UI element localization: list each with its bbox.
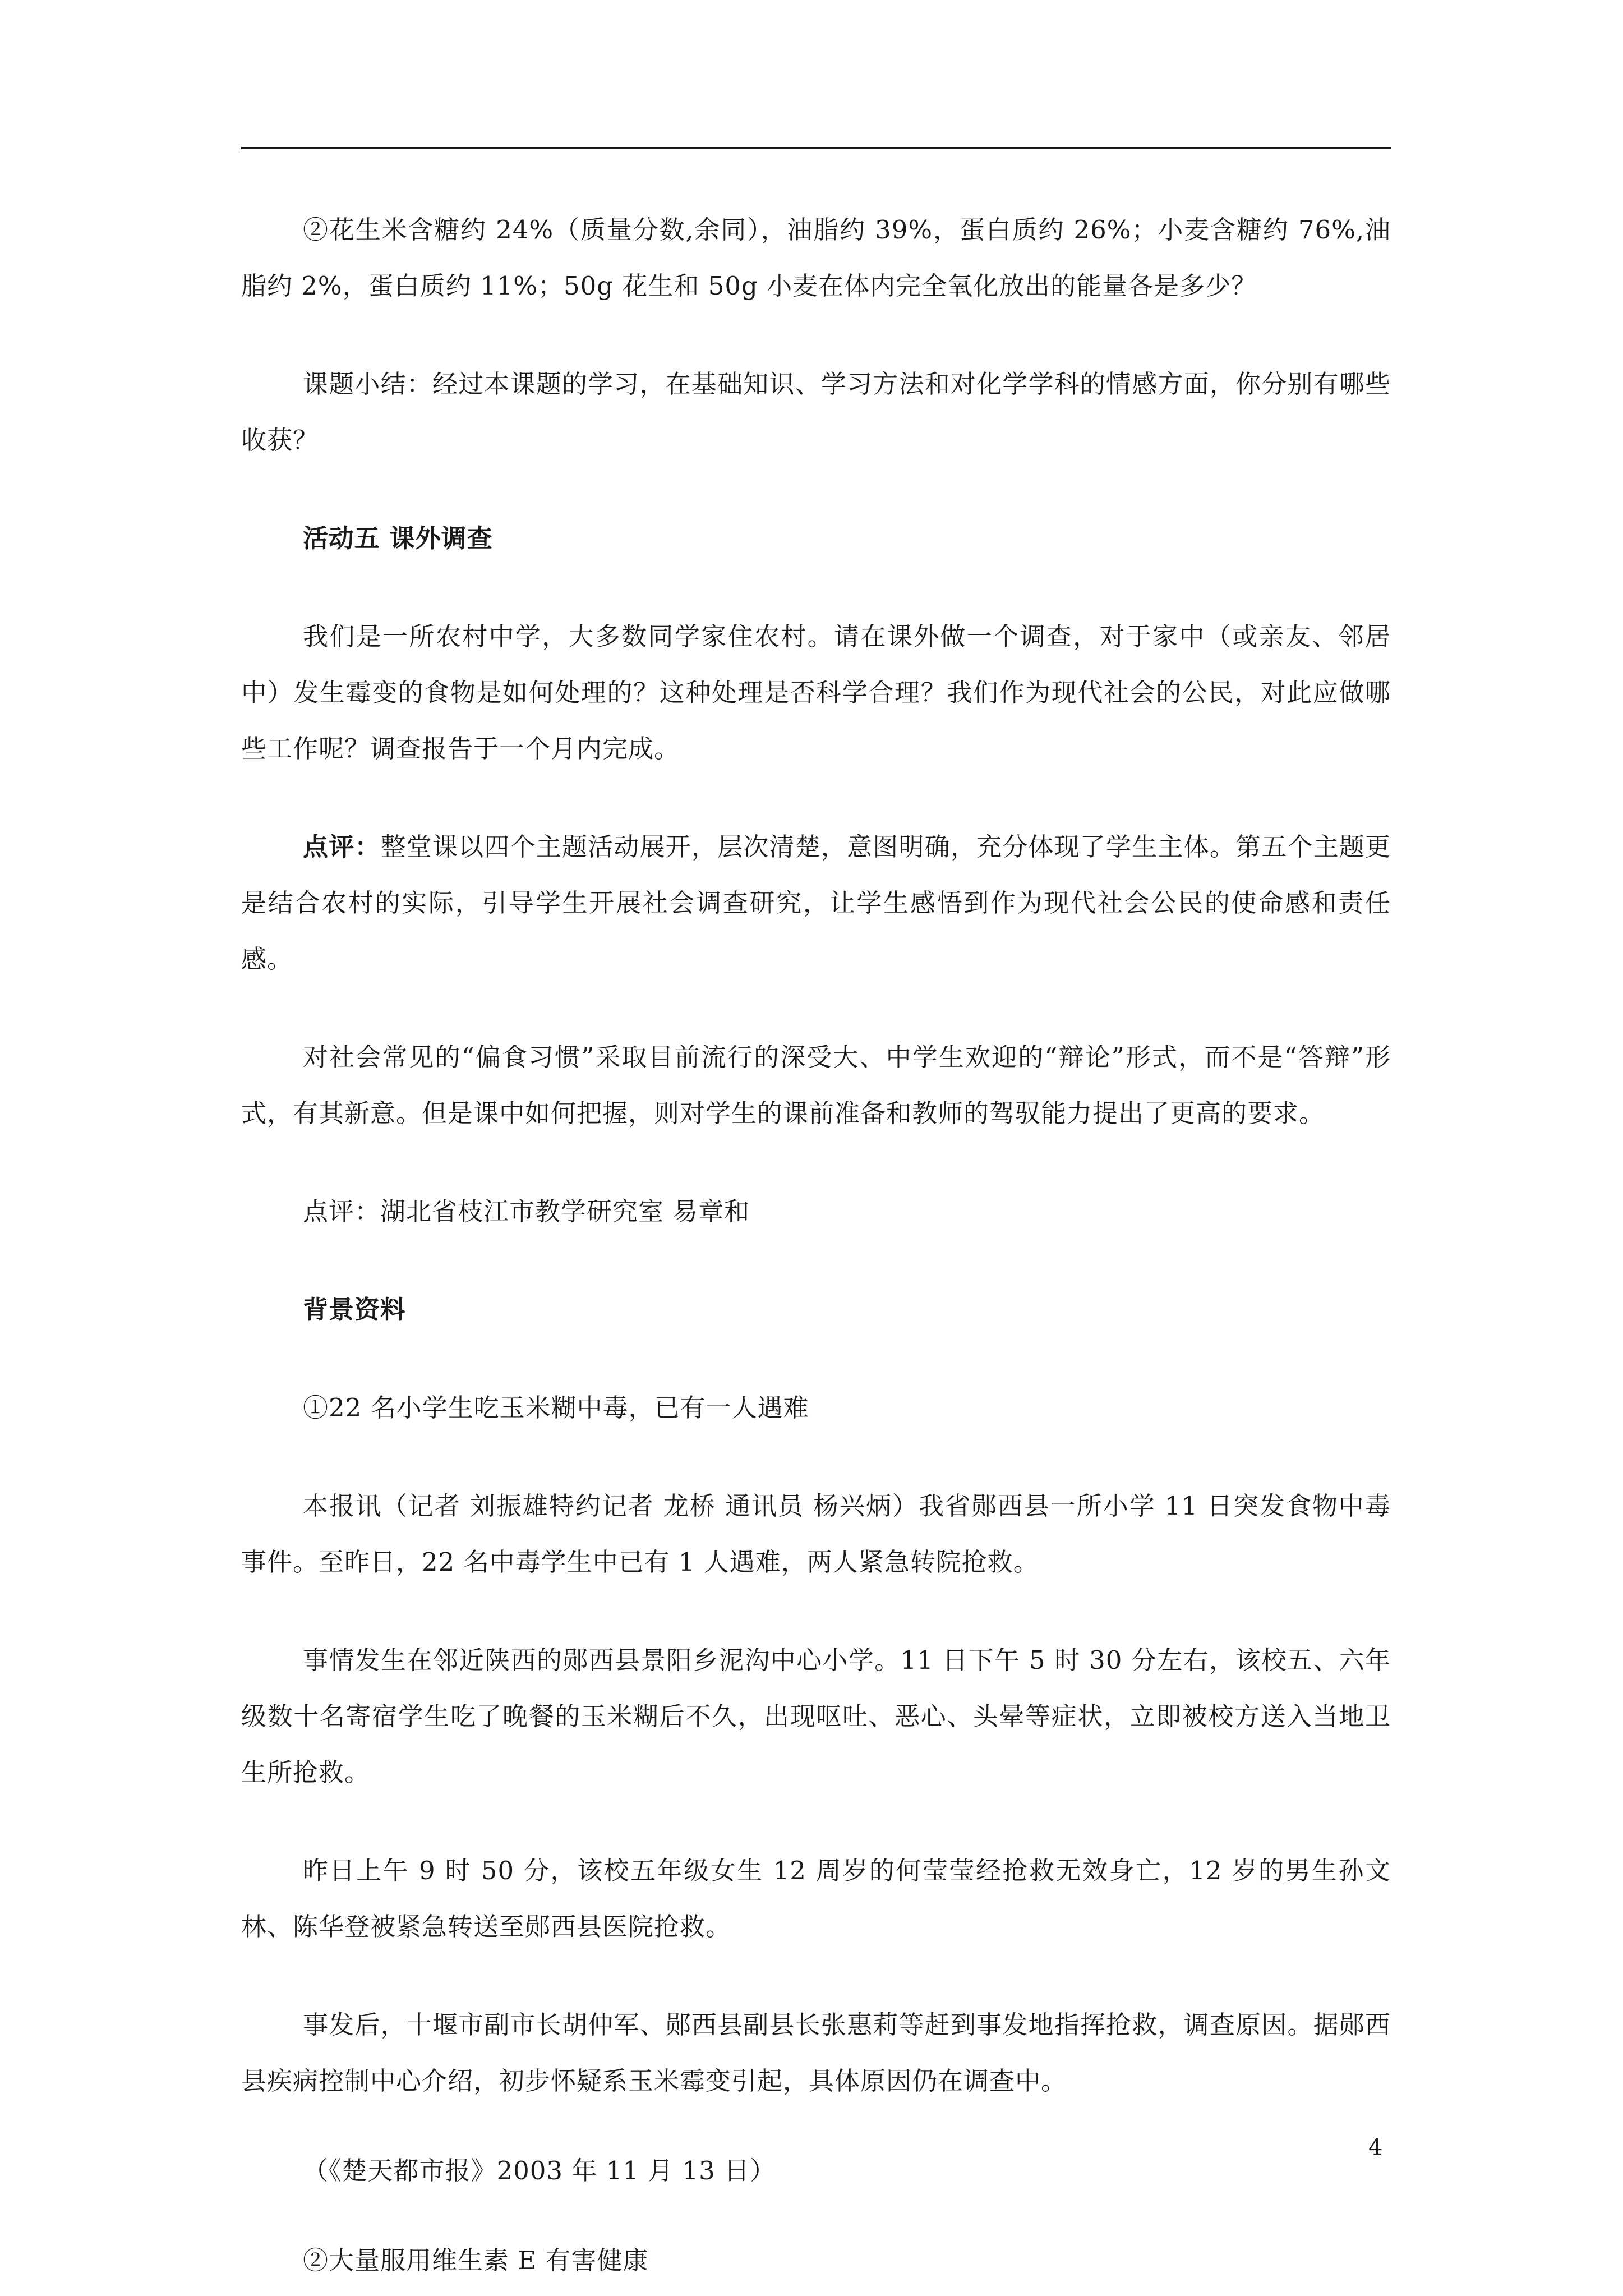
commentary-label: 点评：	[303, 832, 381, 862]
paragraph-reviewer: 点评：湖北省枝江市教学研究室 易章和	[303, 1197, 750, 1226]
paragraph-vitamin-title: ②大量服用维生素 E 有害健康	[303, 2246, 649, 2275]
paragraph-news-source: （《楚天都市报》2003 年 11 月 13 日）	[303, 2156, 776, 2185]
heading-activity-five: 活动五 课外调查	[303, 523, 493, 553]
paragraph-commentary	[241, 819, 1391, 987]
document-body	[241, 202, 1391, 2289]
header-rule	[241, 147, 1391, 149]
paragraph-news-title: ①22 名小学生吃玉米糊中毒，已有一人遇难	[303, 1393, 809, 1423]
commentary-body: 整堂课以四个主题活动展开，层次清楚，意图明确，充分体现了学生主体。第五个主题更是结合农村的实际，引导学生开展社会调查研究，让学生感悟到作为现代社会公民的使命感和责任感。	[241, 832, 1391, 974]
paragraph-news-lead: 本报讯（记者 刘振雄特约记者 龙桥 通讯员 杨兴炳）我省郧西县一所小学 11 日突发食物中毒事件。至昨日，22 名中毒学生中已有 1 人遇难，两人紧急转院抢救。	[241, 1491, 1391, 1577]
paragraph-nutrition-question: ②花生米含糖约 24%（质量分数,余同），油脂约 39%，蛋白质约 26%；小麦含糖约 76%,油脂约 2%，蛋白质约 11%；50g 花生和 50g 小麦在体内完全氧化放出的能量各是多少？	[241, 215, 1391, 301]
page-number: 4	[1368, 2134, 1383, 2160]
paragraph-lesson-summary: 课题小结：经过本课题的学习，在基础知识、学习方法和对化学学科的情感方面，你分别有哪些收获？	[241, 369, 1391, 455]
paragraph-survey-task: 我们是一所农村中学，大多数同学家住农村。请在课外做一个调查，对于家中（或亲友、邻居中）发生霉变的食物是如何处理的？这种处理是否科学合理？我们作为现代社会的公民，对此应做哪些工作呢？调查报告于一个月内完成。	[241, 622, 1391, 763]
paragraph-debate-note: 对社会常见的“偏食习惯”采取目前流行的深受大、中学生欢迎的“辩论”形式，而不是“答辩”形式，有其新意。但是课中如何把握，则对学生的课前准备和教师的驾驭能力提出了更高的要求。	[241, 1042, 1391, 1128]
paragraph-news-casualties: 昨日上午 9 时 50 分，该校五年级女生 12 周岁的何莹莹经抢救无效身亡，12 岁的男生孙文林、陈华登被紧急转送至郧西县医院抢救。	[241, 1856, 1391, 1941]
heading-background: 背景资料	[303, 1295, 407, 1324]
paragraph-news-details: 事情发生在邻近陕西的郧西县景阳乡泥沟中心小学。11 日下午 5 时 30 分左右，该校五、六年级数十名寄宿学生吃了晚餐的玉米糊后不久，出现呕吐、恶心、头晕等症状，立即被校方送入当地卫生所抢救。	[241, 1645, 1391, 1787]
paragraph-news-investigation: 事发后，十堰市副市长胡仲军、郧西县副县长张惠莉等赶到事发地指挥抢救，调查原因。据郧西县疾病控制中心介绍，初步怀疑系玉米霉变引起，具体原因仍在调查中。	[241, 2010, 1391, 2096]
